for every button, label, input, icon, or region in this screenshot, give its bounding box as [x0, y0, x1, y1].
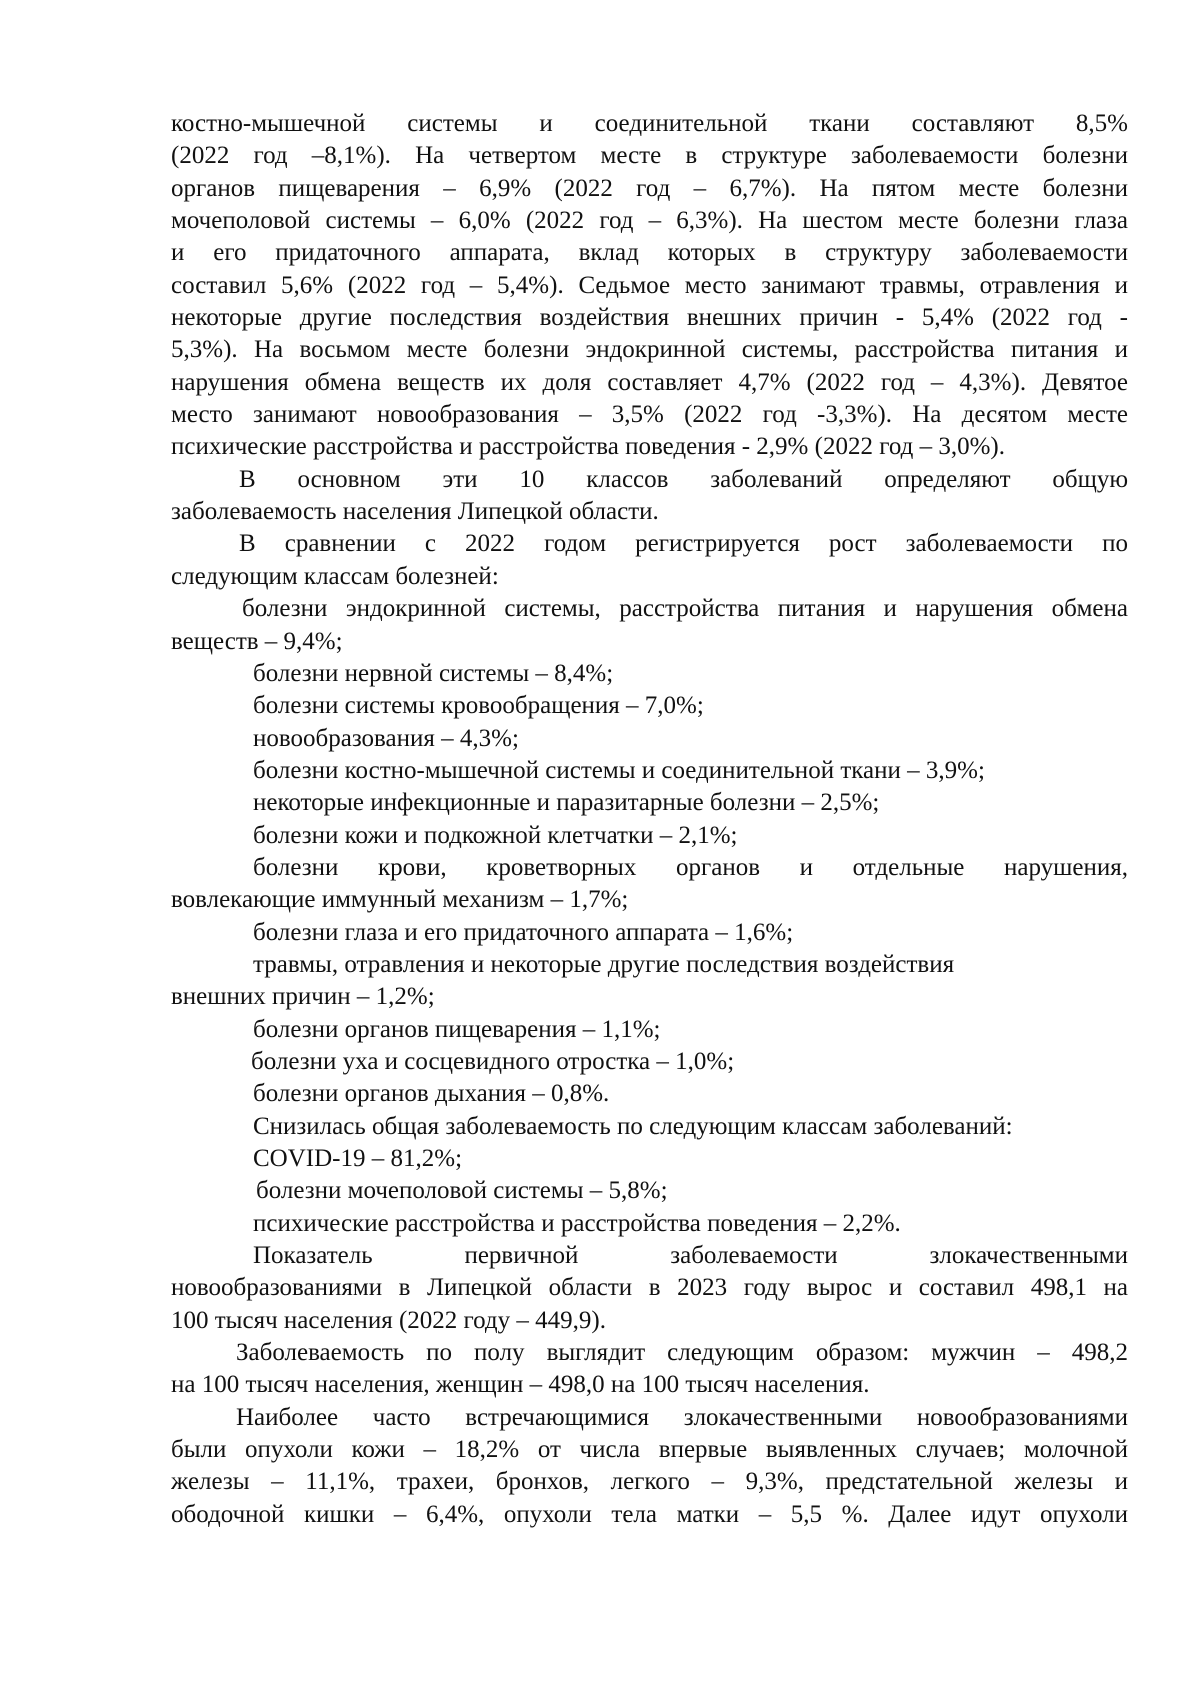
text-line: Заболеваемость по полу выглядит следующим образом: мужчин – 498,2 — [236, 1339, 1128, 1367]
text-line: Показатель первичной заболеваемости злокачественными — [253, 1242, 1128, 1270]
list-item: вовлекающие иммунный механизм – 1,7%; — [171, 886, 629, 914]
text-line: В основном эти 10 классов заболеваний определяют общую — [239, 465, 1128, 493]
text-line: составил 5,6% (2022 год – 5,4%). Седьмое место занимают травмы, отравления и — [171, 271, 1128, 299]
text-line: костно-мышечной системы и соединительной ткани составляют 8,5% — [171, 110, 1128, 137]
list-item: болезни крови, кроветворных органов и отдельные нарушения, — [253, 853, 1128, 881]
text-line: Снизилась общая заболеваемость по следующим классам заболеваний: — [253, 1112, 1013, 1140]
list-item: психические расстройства и расстройства поведения – 2,2%. — [253, 1209, 901, 1237]
list-item: веществ – 9,4%; — [171, 627, 343, 655]
list-item: болезни костно-мышечной системы и соединительной ткани – 3,9%; — [253, 756, 985, 784]
text-line: 100 тысяч населения (2022 году – 449,9). — [171, 1306, 606, 1334]
text-line: мочеполовой системы – 6,0% (2022 год – 6,3%). На шестом месте болезни глаза — [171, 207, 1128, 235]
text-line: некоторые другие последствия воздействия внешних причин - 5,4% (2022 год - — [171, 304, 1128, 332]
text-line: заболеваемость населения Липецкой области. — [171, 498, 659, 526]
text-line: на 100 тысяч населения, женщин – 498,0 на 100 тысяч населения. — [171, 1371, 870, 1399]
text-line: (2022 год –8,1%). На четвертом месте в структуре заболеваемости болезни — [171, 142, 1128, 170]
list-item: болезни нервной системы – 8,4%; — [253, 659, 614, 687]
list-item: травмы, отравления и некоторые другие последствия воздействия — [253, 950, 955, 978]
list-item: болезни кожи и подкожной клетчатки – 2,1%; — [253, 821, 738, 849]
text-line: и его придаточного аппарата, вклад которых в структуру заболеваемости — [171, 239, 1128, 267]
document-page — [171, 108, 1128, 1531]
list-item: болезни глаза и его придаточного аппарата – 1,6%; — [253, 918, 794, 946]
list-item: болезни уха и сосцевидного отростка – 1,0%; — [251, 1047, 735, 1075]
text-line: органов пищеварения – 6,9% (2022 год – 6,7%). На пятом месте болезни — [171, 174, 1128, 202]
text-line: следующим классам болезней: — [171, 562, 499, 590]
list-item: болезни эндокринной системы, расстройства питания и нарушения обмена — [242, 595, 1128, 623]
text-line: психические расстройства и расстройства поведения - 2,9% (2022 год – 3,0%). — [171, 433, 1005, 461]
list-item: болезни органов пищеварения – 1,1%; — [253, 1015, 661, 1043]
list-item: внешних причин – 1,2%; — [171, 983, 435, 1011]
list-item: новообразования – 4,3%; — [253, 724, 519, 752]
text-line: место занимают новообразования – 3,5% (2022 год -3,3%). На десятом месте — [171, 401, 1128, 429]
text-line: 5,3%). На восьмом месте болезни эндокринной системы, расстройства питания и — [171, 336, 1128, 364]
list-item: некоторые инфекционные и паразитарные болезни – 2,5%; — [253, 789, 880, 817]
list-item: COVID-19 – 81,2%; — [253, 1145, 463, 1172]
text-line: Наиболее часто встречающимися злокачественными новообразованиями — [236, 1403, 1128, 1431]
list-item: болезни мочеполовой системы – 5,8%; — [256, 1177, 668, 1205]
text-line: В сравнении с 2022 годом регистрируется рост заболеваемости по — [239, 530, 1128, 558]
text-line: ободочной кишки – 6,4%, опухоли тела матки – 5,5 %. Далее идут опухоли — [171, 1500, 1128, 1528]
list-item: болезни системы кровообращения – 7,0%; — [253, 692, 704, 720]
list-item: болезни органов дыхания – 0,8%. — [253, 1080, 610, 1108]
text-line: были опухоли кожи – 18,2% от числа впервые выявленных случаев; молочной — [171, 1436, 1128, 1464]
text-line: железы – 11,1%, трахеи, бронхов, легкого – 9,3%, предстательной железы и — [171, 1468, 1128, 1496]
text-line: нарушения обмена веществ их доля составляет 4,7% (2022 год – 4,3%). Девятое — [171, 368, 1128, 396]
text-line: новообразованиями в Липецкой области в 2023 году вырос и составил 498,1 на — [171, 1274, 1128, 1302]
